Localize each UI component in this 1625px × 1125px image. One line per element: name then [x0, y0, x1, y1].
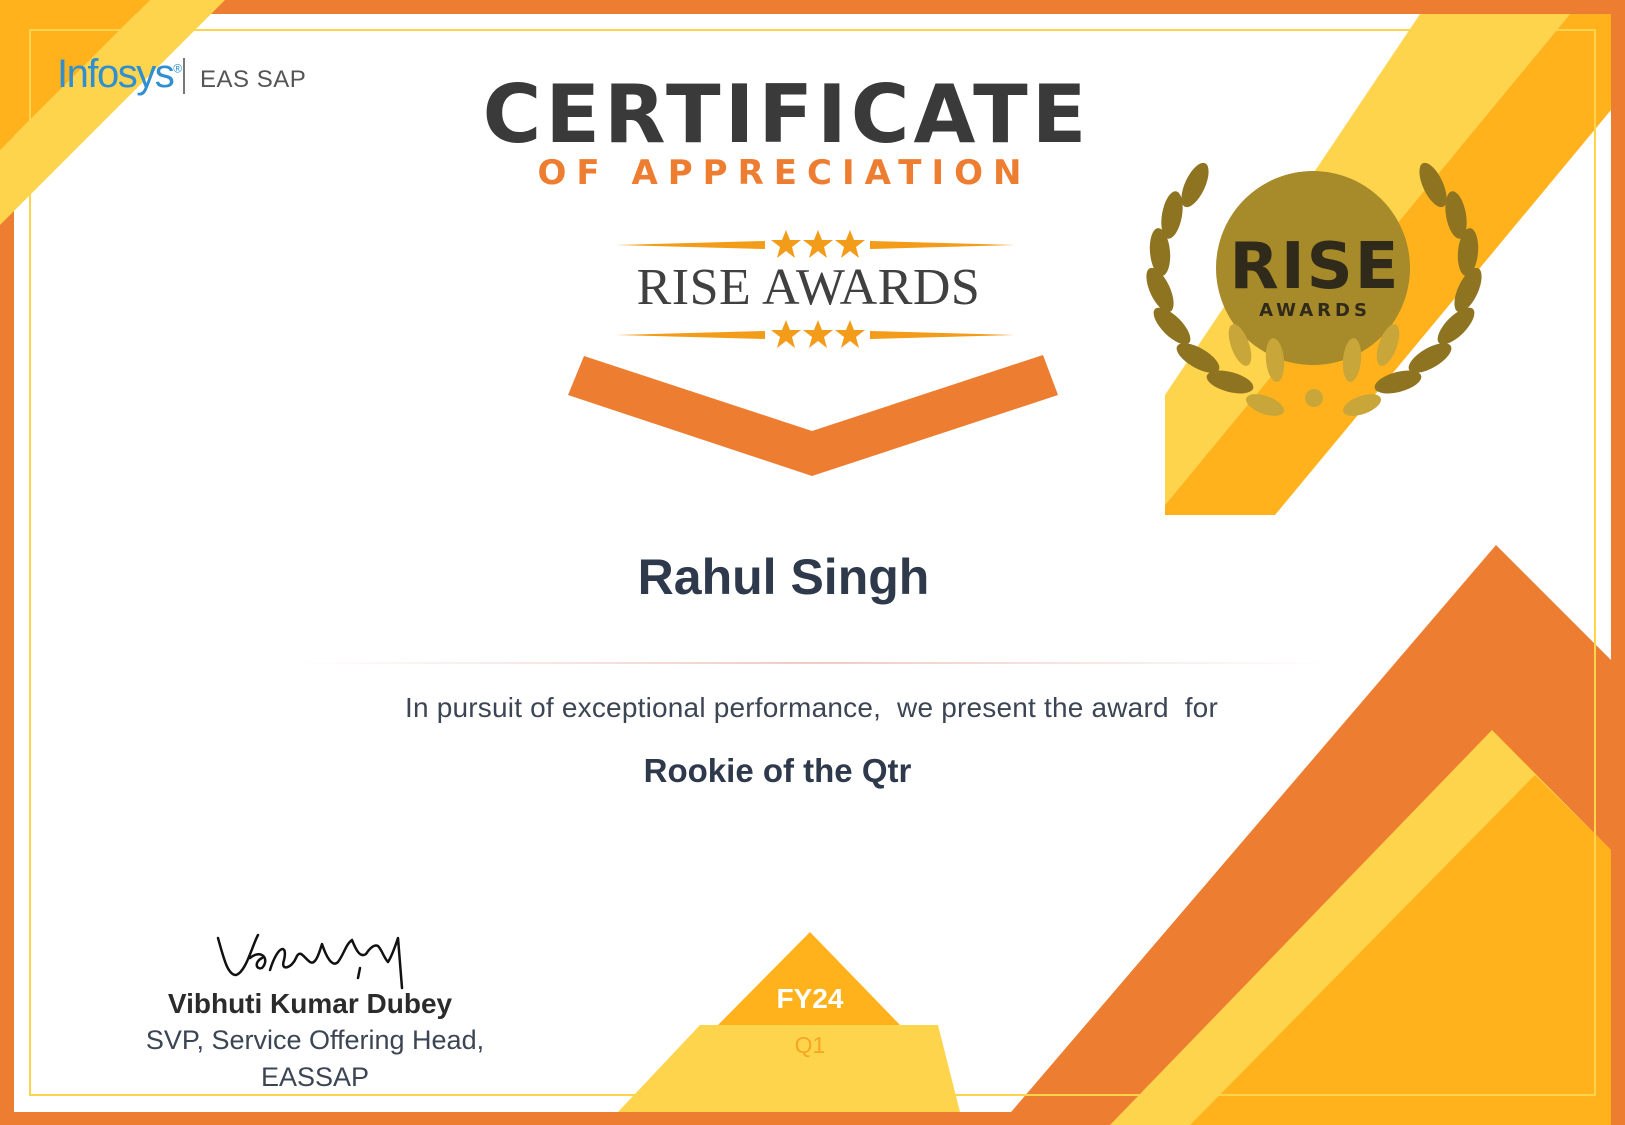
- logo-unit-text: EAS SAP: [200, 66, 307, 93]
- award-name: [0, 752, 1625, 790]
- recipient-name: [0, 548, 1625, 606]
- signatory-title-line1: SVP, Service Offering Head,: [145, 1025, 485, 1055]
- signatory-name: Vibhuti Kumar Dubey: [167, 988, 453, 1019]
- fiscal-year: FY24: [776, 983, 844, 1014]
- quarter: Q1: [794, 1032, 826, 1058]
- certificate-subtitle: [0, 153, 1625, 193]
- award-name-text: Rookie of the Qtr: [643, 752, 912, 789]
- award-intro: [0, 692, 1625, 724]
- program-name: RISE AWARDS: [636, 259, 981, 316]
- recipient-name-text: Rahul Singh: [637, 549, 930, 605]
- certificate-title-text: CERTIFICATE: [482, 68, 1091, 161]
- logo-company-text: Infosys: [57, 52, 174, 96]
- seal-title: RISE: [1229, 230, 1401, 304]
- divider: [300, 662, 1330, 664]
- award-intro-text: In pursuit of exceptional performance, we present the award for: [405, 692, 1218, 723]
- certificate-subtitle-text: OF APPRECIATION: [537, 153, 1032, 193]
- signatory-title-line2: EASSAP: [260, 1062, 370, 1092]
- logo-trademark: ®: [173, 61, 181, 76]
- seal-subtitle: AWARDS: [1259, 300, 1371, 321]
- certificate-title: [0, 68, 1625, 161]
